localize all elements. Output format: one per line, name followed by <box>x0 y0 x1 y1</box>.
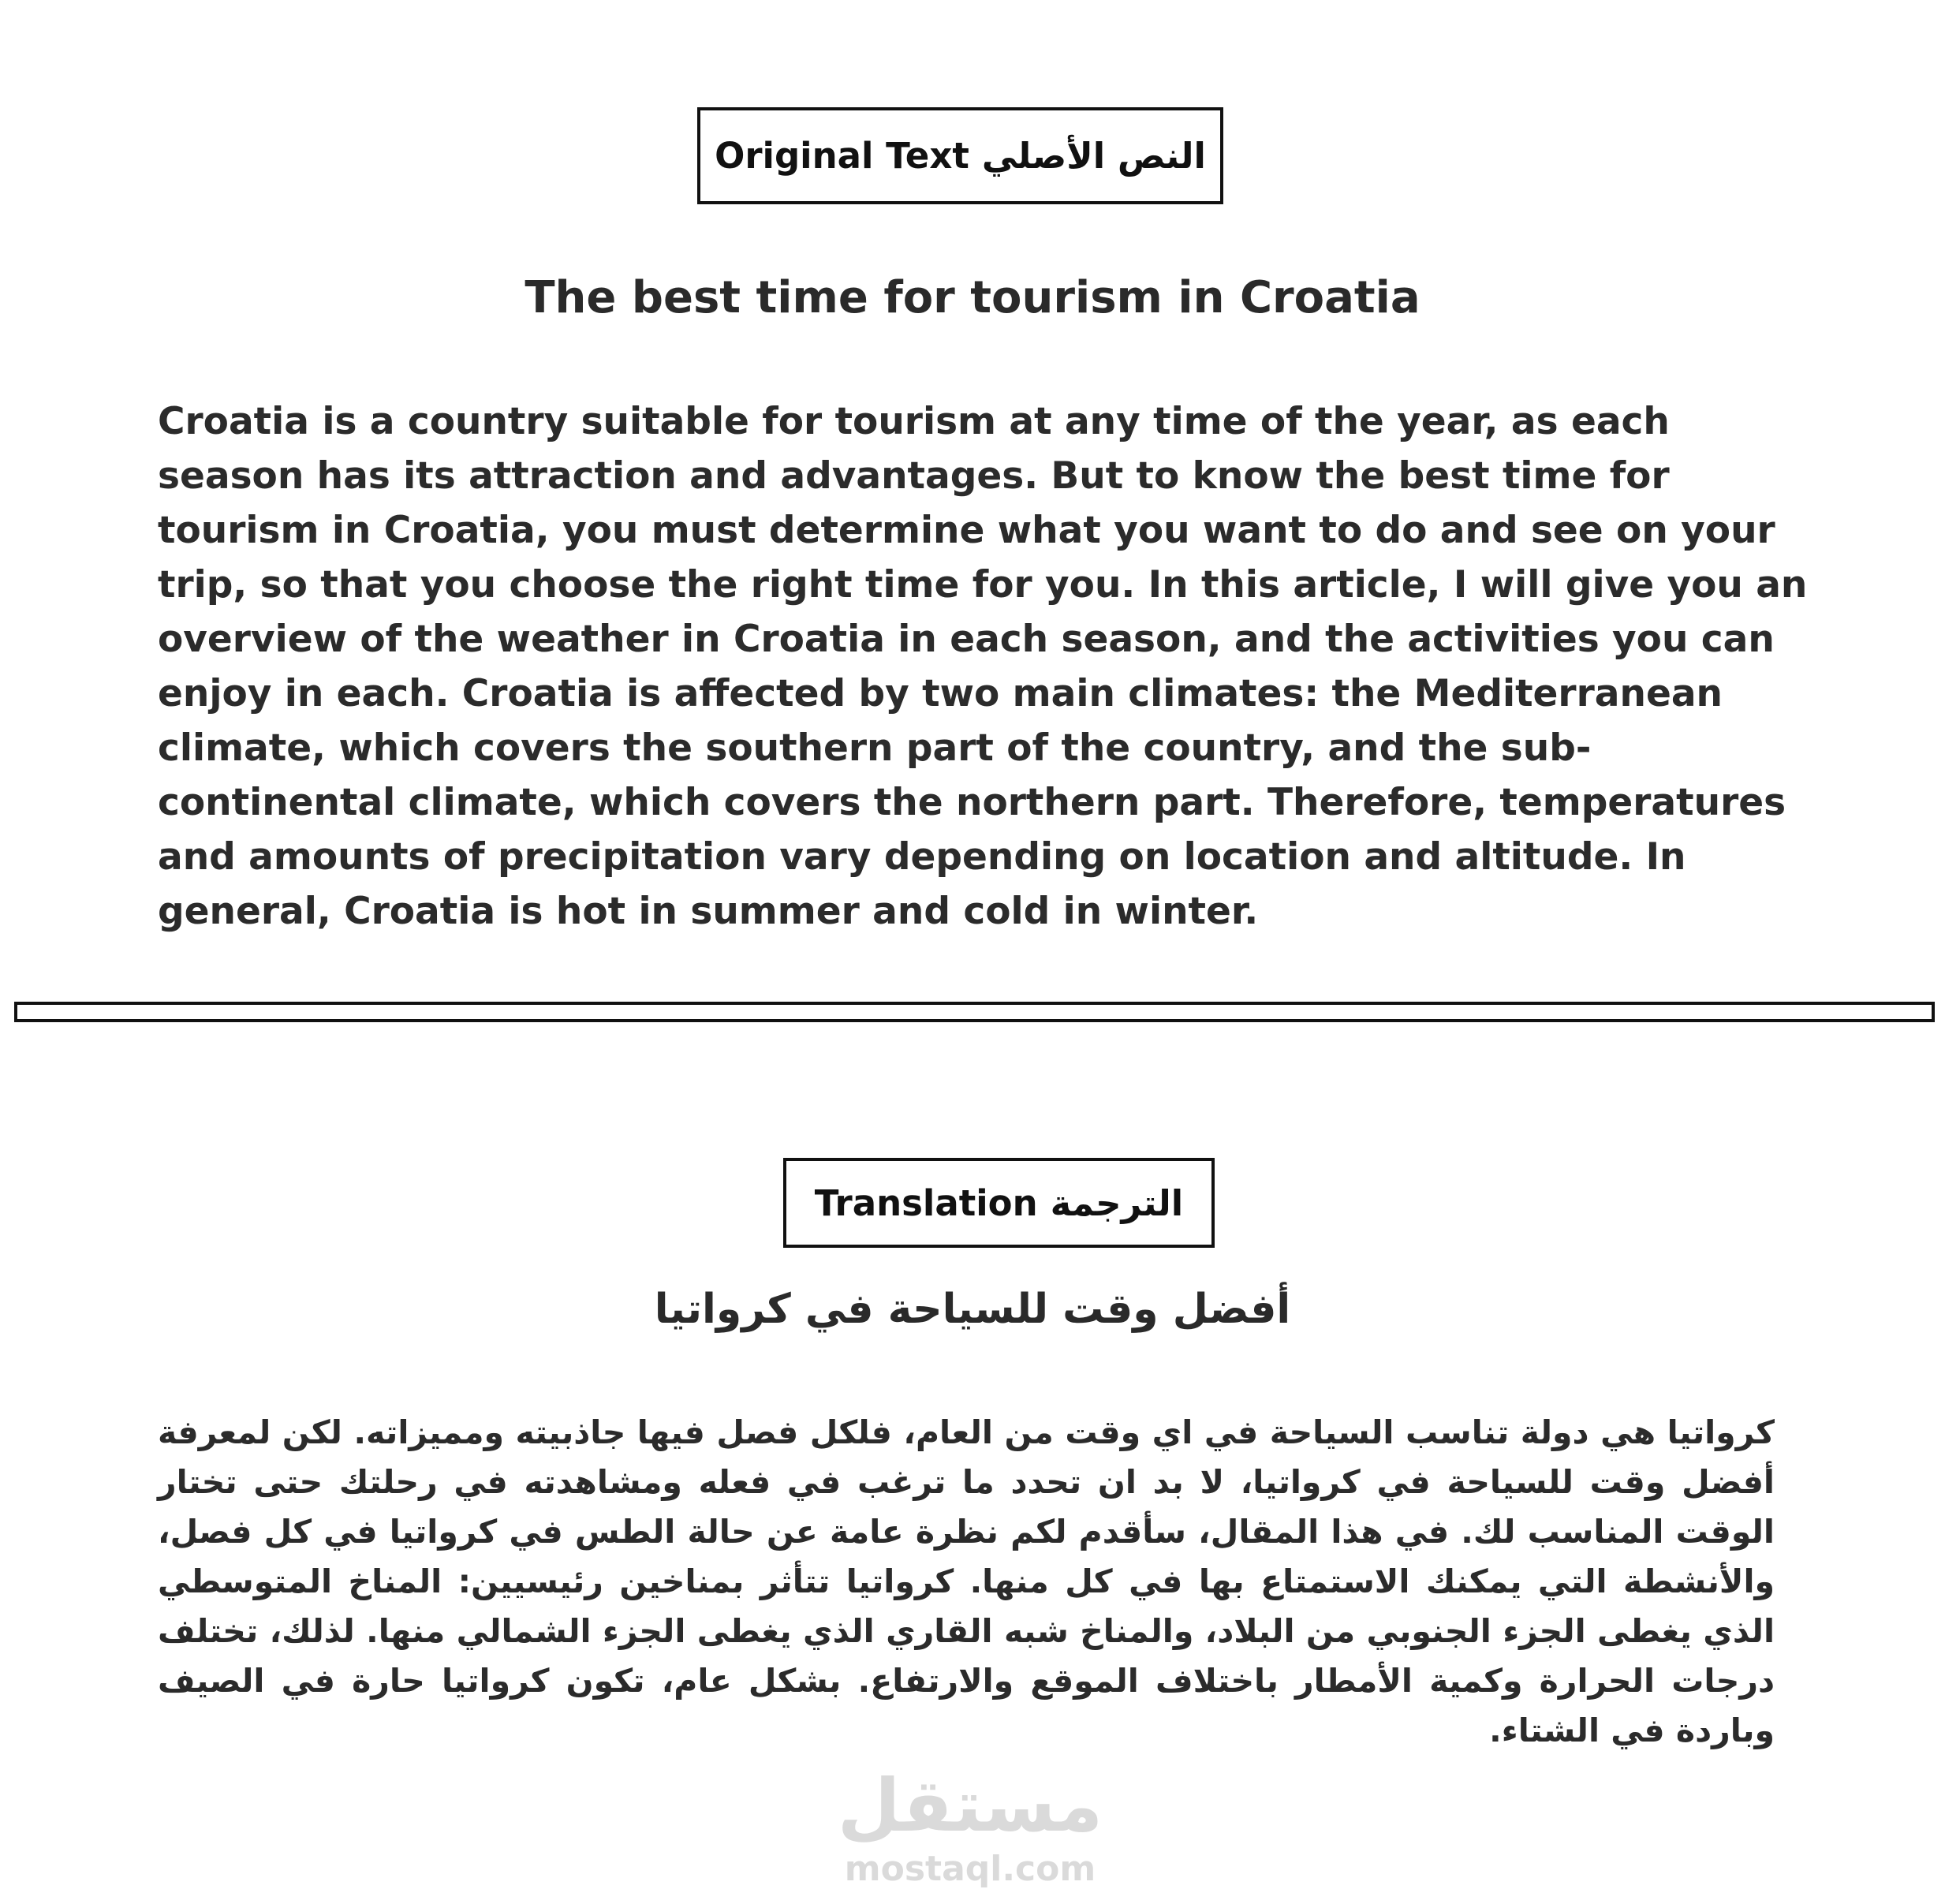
english-body: Croatia is a country suitable for tourism at any time of the year, as each season has its attraction and advantages. But to know the best time for tourism in Croatia, you must determine what you want to do and see on your trip, so that you choose the right time for you. In this article, I will give you an overview of the weather in Croatia in each season, and the activities you can enjoy in each. Croatia is affected by two main climates: the Mediterranean climate, which covers the southern part of the country, and the sub-continental climate, which covers the northern part. Therefore, temperatures and amounts of precipitation vary depending on location and altitude. In general, Croatia is hot in summer and cold in winter. <box>158 400 1808 933</box>
watermark-logo-en: mostaql.com <box>844 1849 1096 1889</box>
original-text-label <box>697 107 1223 204</box>
english-title: The best time for tourism in Croatia <box>525 272 1420 323</box>
section-divider <box>14 1002 1935 1022</box>
original-text-label-en: Original Text <box>715 135 969 177</box>
arabic-body: كرواتيا هي دولة تناسب السياحة في اي وقت من العام، فلكل فصل فيها جاذبيته ومميزاته. لكن لمعرفة أفضل وقت للسياحة في كرواتيا، لا بد ان تحدد ما ترغب في فعله ومشاهدته في رحلتك حتى تختار الوقت المناسب لك. في هذا المقال، سأقدم لكم نظرة عامة عن حالة الطس في كرواتيا في كل فصل، والأنشطة التي يمكنك الاستمتاع بها في كل منها. كرواتيا تتأثر بمناخين رئيسيين: المناخ المتوسطي الذي يغطى الجزء الجنوبي من البلاد، والمناخ شبه القاري الذي يغطى الجزء الشمالي منها. لذلك، تختلف درجات الحرارة وكمية الأمطار باختلاف الموقع والارتفاع. بشكل عام، تكون كرواتيا حارة في الصيف وباردة في الشتاء. <box>158 1413 1775 1749</box>
translation-label-ar: الترجمة <box>1050 1182 1184 1224</box>
mostaql-watermark <box>789 1763 1152 1889</box>
watermark-logo-ar: مستقل <box>837 1764 1103 1848</box>
arabic-title: أفضل وقت للسياحة في كرواتيا <box>654 1286 1291 1333</box>
original-text-label-ar: النص الأصلي <box>981 135 1206 177</box>
translation-label <box>783 1158 1215 1248</box>
translation-label-en: Translation <box>814 1182 1038 1224</box>
